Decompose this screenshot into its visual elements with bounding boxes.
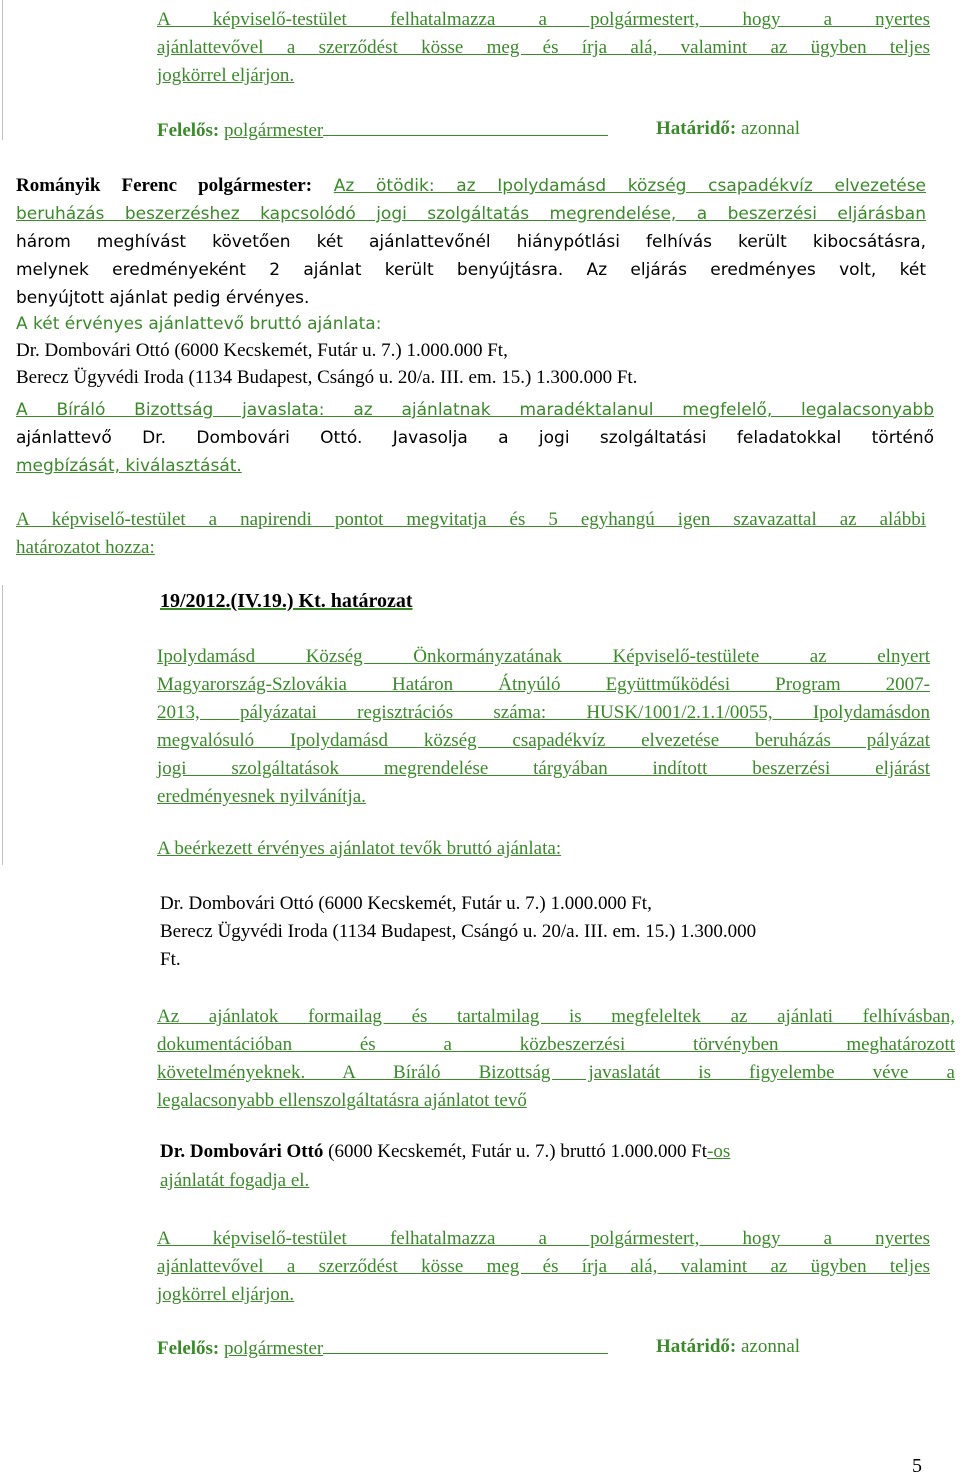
winner-line-1 — [160, 1141, 730, 1163]
speaker-name: Rományik Ferenc polgármester: — [16, 175, 313, 196]
speech-l1-rest: Az ötödik: az Ipolydamásd község csapadékvíz elvezetése — [333, 176, 927, 196]
decision-number-text: 19/2012.(IV.19.) Kt. határozat — [160, 590, 413, 612]
felelos-value: polgármester — [224, 120, 324, 141]
margin-bar-bottom — [2, 585, 3, 865]
decision-p2-line-4: legalacsonyabb ellenszolgáltatásra ajánlatot tevő — [157, 1090, 527, 1111]
vote-block — [16, 506, 926, 562]
decision-p2-line-1: Az ajánlatok formailag és tartalmilag is megfeleltek az ajánlati felhívásban, — [157, 1006, 955, 1027]
top-line-1: A képviselő-testület felhatalmazza a polgármestert, hogy a nyertes — [157, 9, 930, 30]
decision-paragraph-3 — [157, 1225, 930, 1309]
margin-bar-top — [2, 0, 3, 140]
decision-offer-2-line-1: Berecz Ügyvédi Iroda (1134 Budapest, Csángó u. 20/a. III. em. 15.) 1.300.000 — [160, 921, 757, 942]
bottom-hatarido — [656, 1336, 800, 1358]
speech-offer-1: Dr. Dombovári Ottó (6000 Kecskemét, Futár u. 7.) 1.000.000 Ft, — [16, 340, 508, 361]
decision-p1-line-2: Magyarország-Szlovákia Határon Átnyúló Együttműködési Program 2007- — [157, 674, 930, 695]
winner-line-2: ajánlatát fogadja el. — [160, 1170, 310, 1191]
felelos-label: Felelős: — [157, 120, 220, 141]
page-number: 5 — [912, 1455, 922, 1477]
decision-p3-line-2: ajánlattevővel a szerződést kösse meg és írja alá, valamint az ügyben teljes — [157, 1256, 930, 1277]
decision-p1-line-3: 2013, pályázatai regisztrációs száma: HUSK/1001/2.1.1/0055, Ipolydamásdon — [157, 702, 930, 723]
top-resolution — [157, 6, 930, 90]
decision-p3-line-1: A képviselő-testület felhatalmazza a polgármestert, hogy a nyertes — [157, 1228, 930, 1249]
speech-offers-title: A két érvényes ajánlattevő bruttó ajánlata: — [16, 314, 382, 334]
decision-paragraph-2 — [157, 1003, 955, 1115]
decision-p1-line-5: jogi szolgáltatások megrendelése tárgyában indított beszerzési eljárást — [157, 758, 930, 779]
winner-name: Dr. Dombovári Ottó — [160, 1141, 324, 1162]
speech-line-3: három meghívást követően két ajánlattevőnél hiánypótlási felhívás került kibocsátásra, — [16, 232, 926, 252]
bottom-hatarido-value: azonnal — [740, 1336, 801, 1357]
speech-offer-2: Berecz Ügyvédi Iroda (1134 Budapest, Csángó u. 20/a. III. em. 15.) 1.300.000 Ft. — [16, 367, 638, 388]
bottom-hatarido-label: Határidő: — [656, 1336, 737, 1357]
decision-paragraph-1 — [157, 643, 930, 811]
winner-rest: (6000 Kecskemét, Futár u. 7.) bruttó 1.000.000 Ft — [328, 1141, 708, 1162]
decision-offers-title: A beérkezett érvényes ajánlatot tevők bruttó ajánlata: — [157, 838, 562, 859]
decision-p1-line-1: Ipolydamásd Község Önkormányzatának Képviselő-testülete az elnyert — [157, 646, 930, 667]
speech-line-4: melynek eredményeként 2 ajánlat került benyújtásra. Az eljárás eredményes volt, két — [16, 260, 926, 280]
speech-block — [16, 172, 926, 312]
bottom-felelos-value: polgármester — [224, 1338, 324, 1359]
committee-line-3: megbízását, kiválasztását. — [16, 456, 242, 476]
speech-line-2: beruházás beszerzéshez kapcsolódó jogi szolgáltatás megrendelése, a beszerzési eljárásban — [16, 204, 926, 224]
bottom-felelos-label: Felelős: — [157, 1338, 220, 1359]
decision-p2-line-2: dokumentációban és a közbeszerzési törvényben meghatározott — [157, 1034, 955, 1055]
bottom-felelos-underline — [323, 1336, 608, 1354]
vote-line-2: határozatot hozza: — [16, 537, 155, 558]
committee-line-2: ajánlattevő Dr. Dombovári Ottó. Javasolja a jogi szolgáltatási feladatokkal történő — [16, 428, 934, 448]
decision-offer-2-line-2: Ft. — [160, 949, 181, 970]
speech-line-1 — [16, 172, 926, 200]
decision-number — [160, 590, 413, 613]
vote-line-1: A képviselő-testület a napirendi pontot megvitatja és 5 egyhangú igen szavazattal az alábbi — [16, 509, 926, 530]
decision-offer-1: Dr. Dombovári Ottó (6000 Kecskemét, Futár u. 7.) 1.000.000 Ft, — [160, 893, 652, 914]
decision-p3-line-3: jogkörrel eljárjon. — [157, 1284, 295, 1305]
decision-p1-line-4: megvalósuló Ipolydamásd község csapadékvíz elvezetése beruházás pályázat — [157, 730, 930, 751]
top-line-3: jogkörrel eljárjon. — [157, 65, 295, 86]
top-line-2: ajánlattevővel a szerződést kösse meg és írja alá, valamint az ügyben teljes — [157, 37, 930, 58]
hatarido-label: Határidő: — [656, 118, 737, 139]
felelos-underline — [323, 118, 608, 136]
winner-suffix: -os — [707, 1141, 731, 1162]
top-felelos — [157, 118, 608, 142]
speech-line-5: benyújtott ajánlat pedig érvényes. — [16, 288, 310, 308]
hatarido-value: azonnal — [740, 118, 801, 139]
committee-line-1: A Bíráló Bizottság javaslata: az ajánlatnak maradéktalanul megfelelő, legalacsonyabb — [16, 400, 934, 420]
decision-p2-line-3: követelményeknek. A Bíráló Bizottság javaslatát is figyelembe véve a — [157, 1062, 955, 1083]
bottom-felelos — [157, 1336, 608, 1360]
top-hatarido — [656, 118, 800, 140]
decision-p1-line-6: eredményesnek nyilvánítja. — [157, 786, 366, 807]
committee-block — [16, 396, 934, 480]
